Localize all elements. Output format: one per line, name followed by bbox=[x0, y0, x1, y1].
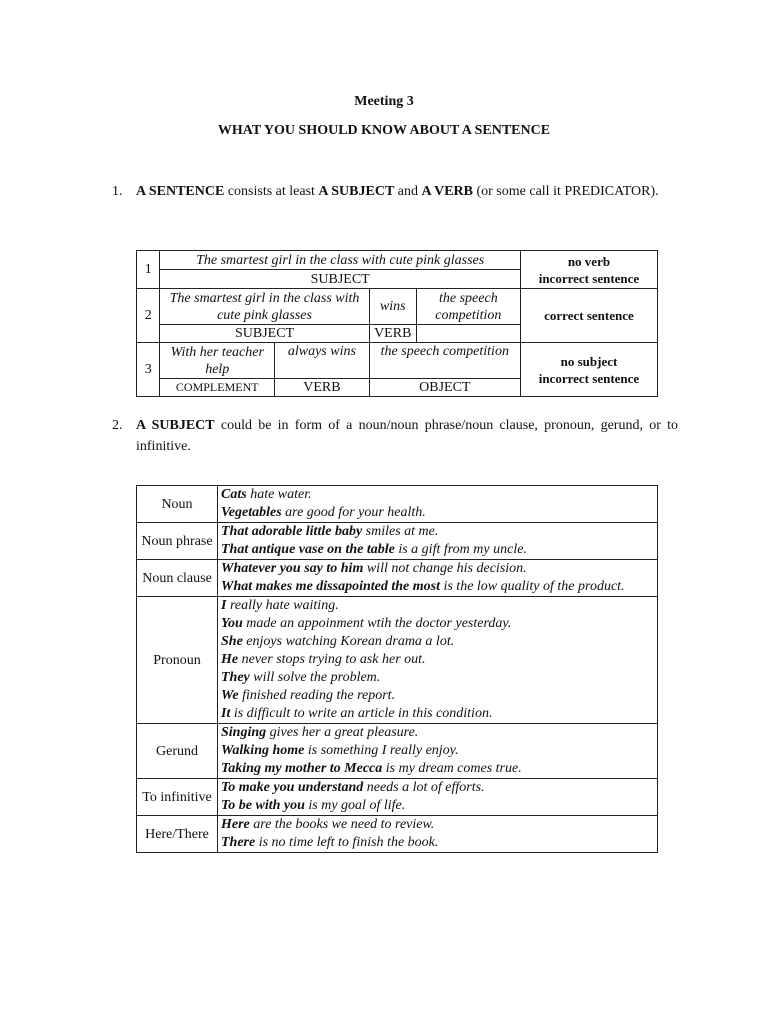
example-line bbox=[221, 597, 654, 615]
example-line bbox=[221, 779, 654, 797]
example-line bbox=[221, 687, 654, 705]
category-cell: Here/There bbox=[137, 816, 218, 853]
label-subject: SUBJECT bbox=[160, 325, 369, 343]
example-predicate: are good for your health. bbox=[281, 505, 426, 520]
sentence-subject: The smartest girl in the class with cute pink glasses bbox=[160, 289, 369, 325]
label-object: OBJECT bbox=[369, 379, 520, 397]
example-predicate: are the books we need to review. bbox=[249, 817, 435, 832]
example-subject: We bbox=[221, 688, 239, 703]
point-text: (or some call it PREDICATOR). bbox=[472, 184, 659, 199]
example-line bbox=[221, 651, 654, 669]
example-predicate: is a gift from my uncle. bbox=[394, 542, 527, 557]
example-subject: I bbox=[221, 598, 227, 613]
example-subject: To be with you bbox=[221, 798, 305, 813]
example-predicate: really hate waiting. bbox=[226, 598, 339, 613]
example-subject: You bbox=[221, 616, 243, 631]
category-cell: Noun phrase bbox=[137, 523, 218, 560]
page-title: WHAT YOU SHOULD KNOW ABOUT A SENTENCE bbox=[217, 123, 551, 138]
example-predicate: is my goal of life. bbox=[304, 798, 406, 813]
sentence-object: the speech competition bbox=[369, 343, 520, 379]
examples-cell bbox=[218, 816, 658, 853]
example-line bbox=[221, 705, 654, 723]
label-complement: COMPLEMENT bbox=[160, 379, 275, 397]
example-predicate: is my dream comes true. bbox=[382, 761, 522, 776]
example-predicate: hate water. bbox=[246, 487, 312, 502]
table-row bbox=[137, 816, 658, 853]
examples-cell bbox=[218, 560, 658, 597]
example-predicate: made an appoinment wtih the doctor yesterday. bbox=[242, 616, 512, 631]
example-predicate: is no time left to finish the book. bbox=[255, 835, 439, 850]
example-predicate: smiles at me. bbox=[362, 524, 439, 539]
example-predicate: never stops trying to ask her out. bbox=[238, 652, 426, 667]
table-row bbox=[137, 486, 658, 523]
example-subject: Vegetables bbox=[221, 505, 282, 520]
example-line bbox=[221, 633, 654, 651]
example-line bbox=[221, 504, 654, 522]
point-number: 2. bbox=[112, 418, 123, 433]
table-row bbox=[137, 779, 658, 816]
term-sentence: A SENTENCE bbox=[136, 184, 225, 199]
example-line bbox=[221, 486, 654, 504]
result-verdict: incorrect sentence bbox=[538, 270, 640, 286]
example-sentence: The smartest girl in the class with cute pink glasses bbox=[160, 251, 521, 270]
example-subject: Walking home bbox=[221, 743, 305, 758]
examples-cell bbox=[218, 724, 658, 779]
example-predicate: needs a lot of efforts. bbox=[363, 780, 485, 795]
term-verb: A VERB bbox=[421, 184, 473, 199]
example-subject: That antique vase on the table bbox=[221, 542, 395, 557]
meeting-heading: Meeting 3 bbox=[354, 94, 414, 109]
example-subject: He bbox=[221, 652, 239, 667]
examples-cell bbox=[218, 779, 658, 816]
example-subject: She bbox=[221, 634, 243, 649]
examples-cell bbox=[218, 523, 658, 560]
example-subject: It bbox=[221, 706, 231, 721]
point-text: and bbox=[394, 184, 422, 199]
example-line bbox=[221, 724, 654, 742]
point-text: could be in form of a noun/noun phrase/noun clause, pronoun, gerund, or to infinitive. bbox=[136, 418, 678, 454]
example-predicate: is the low quality of the product. bbox=[439, 579, 625, 594]
example-subject: Singing bbox=[221, 725, 267, 740]
example-line bbox=[221, 669, 654, 687]
row-number: 2 bbox=[137, 289, 160, 343]
result-verdict: incorrect sentence bbox=[538, 370, 640, 386]
sentence-verb: wins bbox=[369, 289, 416, 325]
example-subject: Here bbox=[221, 817, 250, 832]
row-number: 3 bbox=[137, 343, 160, 397]
example-predicate: finished reading the report. bbox=[238, 688, 396, 703]
example-subject: To make you understand bbox=[221, 780, 364, 795]
example-line bbox=[221, 523, 654, 541]
example-predicate: will solve the problem. bbox=[249, 670, 381, 685]
category-cell: Noun bbox=[137, 486, 218, 523]
category-cell: Gerund bbox=[137, 724, 218, 779]
example-subject: There bbox=[221, 835, 256, 850]
example-subject: What makes me dissapointed the most bbox=[221, 579, 440, 594]
example-line bbox=[221, 760, 654, 778]
sentence-verb: always wins bbox=[275, 343, 370, 379]
example-subject: Whatever you say to him bbox=[221, 561, 364, 576]
label-verb: VERB bbox=[369, 325, 416, 343]
result-verdict: correct sentence bbox=[520, 289, 657, 343]
result-reason: no subject bbox=[560, 353, 618, 369]
sentence-structure-table bbox=[136, 250, 658, 397]
example-subject: Cats bbox=[221, 487, 247, 502]
row-number: 1 bbox=[137, 251, 160, 289]
subject-forms-table bbox=[136, 485, 658, 853]
category-cell: Noun clause bbox=[137, 560, 218, 597]
example-subject: They bbox=[221, 670, 250, 685]
result-reason: no verb bbox=[567, 253, 611, 269]
example-line bbox=[221, 578, 654, 596]
example-line bbox=[221, 797, 654, 815]
result-cell bbox=[520, 251, 657, 289]
point-2 bbox=[112, 415, 678, 457]
example-line bbox=[221, 816, 654, 834]
category-cell: Pronoun bbox=[137, 597, 218, 724]
term-subject: A SUBJECT bbox=[318, 184, 395, 199]
example-predicate: is difficult to write an article in this condition. bbox=[230, 706, 493, 721]
example-line bbox=[221, 742, 654, 760]
example-subject: That adorable little baby bbox=[221, 524, 363, 539]
sentence-object: the speech competition bbox=[416, 289, 520, 325]
point-number: 1. bbox=[112, 184, 123, 199]
examples-cell bbox=[218, 486, 658, 523]
result-cell bbox=[520, 343, 657, 397]
example-line bbox=[221, 834, 654, 852]
category-cell: To infinitive bbox=[137, 779, 218, 816]
table-row bbox=[137, 523, 658, 560]
example-line bbox=[221, 560, 654, 578]
label-subject: SUBJECT bbox=[160, 270, 521, 289]
point-text: consists at least bbox=[224, 184, 319, 199]
example-predicate: enjoys watching Korean drama a lot. bbox=[242, 634, 455, 649]
example-predicate: gives her a great pleasure. bbox=[266, 725, 419, 740]
example-subject: Taking my mother to Mecca bbox=[221, 761, 383, 776]
table-row bbox=[137, 724, 658, 779]
example-predicate: is something I really enjoy. bbox=[304, 743, 459, 758]
example-line bbox=[221, 541, 654, 559]
label-verb: VERB bbox=[275, 379, 370, 397]
point-1 bbox=[112, 181, 678, 202]
example-line bbox=[221, 615, 654, 633]
table-row bbox=[137, 597, 658, 724]
table-row bbox=[137, 560, 658, 597]
sentence-complement: With her teacher help bbox=[160, 343, 275, 379]
example-predicate: will not change his decision. bbox=[363, 561, 527, 576]
term-subject: A SUBJECT bbox=[136, 418, 215, 433]
examples-cell bbox=[218, 597, 658, 724]
